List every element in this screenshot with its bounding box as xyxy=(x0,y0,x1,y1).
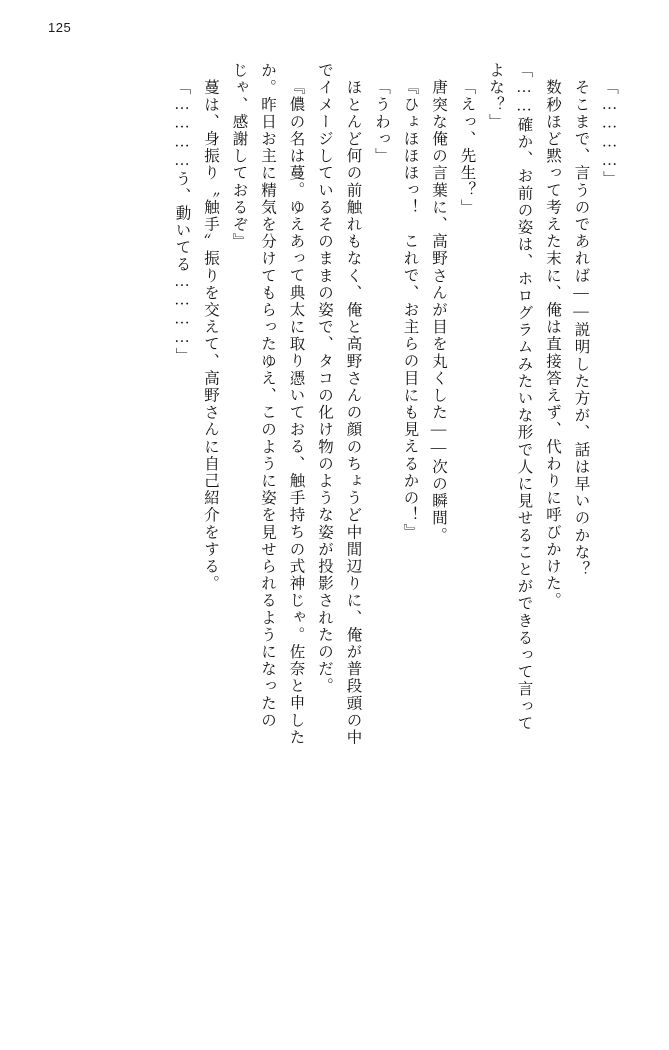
text-line: 「えっ、先生？」 xyxy=(458,79,476,216)
text-line: 「……確か、お前の姿は、ホログラムみたいな形で人に見せることができるって言って xyxy=(515,62,533,732)
text-line: 蔓は、身振り〝触手〟振りを交えて、高野さんに自己紹介をする。 xyxy=(202,62,219,593)
text-line: 数秒ほど黙って考えた末に、俺は直接答えず、代わりに呼びかけた。 xyxy=(544,62,561,610)
text-line: じゃ、感謝しておるぞ』 xyxy=(230,62,248,251)
vertical-text-body xyxy=(46,62,623,998)
text-line: か。昨日お主に精気を分けてもらったゆえ、このように姿を見せられるようになったの xyxy=(259,62,276,729)
text-line: 「…………」 xyxy=(601,79,618,188)
page-number: 125 xyxy=(48,20,72,35)
text-line: 「…………う、動いてる…………」 xyxy=(173,79,191,365)
text-line: 「うわっ」 xyxy=(373,79,390,165)
text-line: そこまで、言うのであれば――説明した方が、話は早いのかな？ xyxy=(572,62,590,578)
text-line: ほとんど何の前触れもなく、俺と高野さんの顔のちょうど中間辺りに、俺が普段頭の中 xyxy=(344,62,362,746)
text-line: でイメージしているそのままの姿で、タコの化け物のような姿が投影されたのだ。 xyxy=(316,62,333,695)
text-line: 『ひょほほほっ！ これで、お主らの目にも見えるかの！』 xyxy=(401,79,419,541)
text-line: よな？」 xyxy=(487,62,504,131)
text-line: 『儂の名は蔓。ゆえあって典太に取り憑いておる、触手持ちの式神じゃ。佐奈と申した xyxy=(287,79,305,746)
text-line: 唐突な俺の言葉に、高野さんが目を丸くした――次の瞬間。 xyxy=(430,62,447,544)
